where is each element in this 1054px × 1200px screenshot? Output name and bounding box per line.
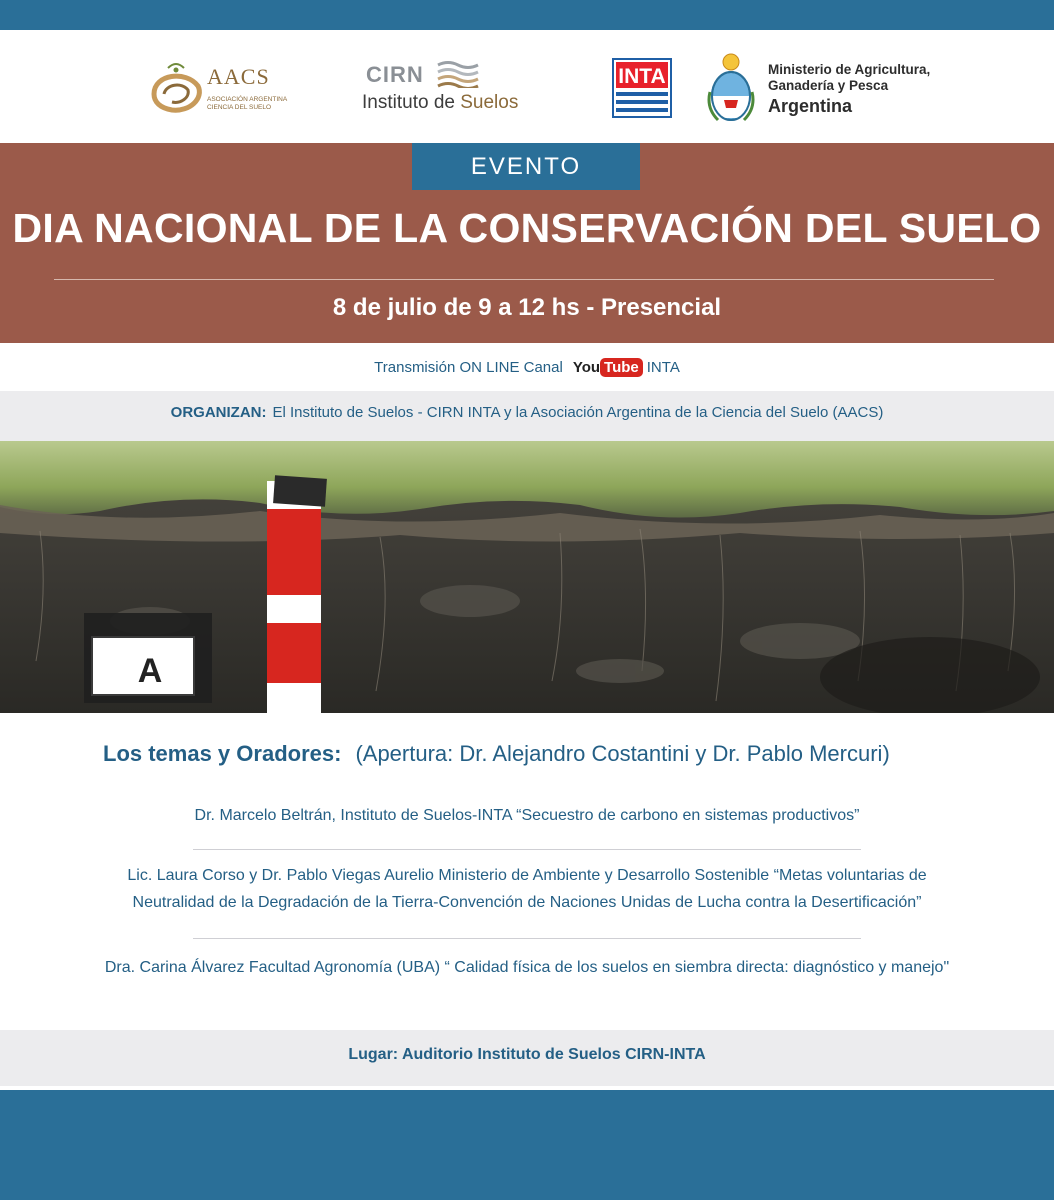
soil-profile-photo xyxy=(0,441,1054,713)
event-badge: EVENTO xyxy=(412,143,640,190)
inta-logo-text: INTA xyxy=(618,65,666,88)
topics-opening: (Apertura: Dr. Alejandro Costantini y Dr. Pablo Mercuri) xyxy=(355,741,890,766)
ministerio-country: Argentina xyxy=(768,96,853,116)
ministerio-name xyxy=(768,62,930,94)
talk-item xyxy=(0,862,1054,916)
ministerio-line1: Ministerio de Agricultura, xyxy=(768,62,931,77)
organizers-text: El Instituto de Suelos - CIRN INTA y la Asociación Argentina de la Ciencia del Suelo (AACS) xyxy=(272,404,884,421)
bottom-color-bar xyxy=(0,1090,1054,1200)
talk-1-text: Dr. Marcelo Beltrán, Instituto de Suelos-INTA “Secuestro de carbono en sistemas productivos” xyxy=(194,807,860,824)
venue-text: Lugar: Auditorio Instituto de Suelos CIRN-INTA xyxy=(348,1046,706,1063)
cirn-name: CIRN xyxy=(366,62,424,87)
cirn-subtitle xyxy=(362,92,518,114)
photo-label-a: A xyxy=(137,652,163,690)
organizers-line xyxy=(0,404,1054,421)
cirn-subtitle-a: Instituto de xyxy=(362,92,461,113)
topics-heading: Los temas y Oradores: xyxy=(103,741,342,766)
event-title: DIA NACIONAL DE LA CONSERVACIÓN DEL SUELO xyxy=(12,205,1042,251)
cirn-waves-icon xyxy=(436,60,480,88)
talk-item xyxy=(0,954,1054,981)
youtube-logo-you: You xyxy=(572,359,601,376)
event-date: 8 de julio de 9 a 12 hs - Presencial xyxy=(332,294,722,321)
talk-2-line2: Neutralidad de la Degradación de la Tierra-Convención de Naciones Unidas de Lucha contra la Desertificación” xyxy=(132,894,922,911)
argentina-shield-icon xyxy=(706,52,756,126)
talk-2-line1: Lic. Laura Corso y Dr. Pablo Viegas Aurelio Ministerio de Ambiente y Desarrollo Sostenible “Metas voluntarias de xyxy=(127,867,927,884)
talk-divider xyxy=(193,938,861,939)
aacs-name: AACS xyxy=(207,64,270,89)
talk-divider xyxy=(193,849,861,850)
ministerio-line2: Ganadería y Pesca xyxy=(768,78,889,93)
talk-3-text: Dra. Carina Álvarez Facultad Agronomía (UBA) “ Calidad física de los suelos en siembra directa: diagnóstico y manejo" xyxy=(104,959,950,976)
transmission-text: Transmisión ON LINE Canal xyxy=(374,359,563,376)
cirn-subtitle-b: Suelos xyxy=(460,92,519,113)
title-divider xyxy=(54,279,994,280)
youtube-logo-tube: Tube xyxy=(600,358,643,377)
transmission-channel: INTA xyxy=(646,359,680,376)
transmission-line xyxy=(0,355,1054,381)
inta-logo-icon xyxy=(612,58,672,118)
aacs-subtitle: ASOCIACIÓN ARGENTINA CIENCIA DEL SUELO xyxy=(207,96,287,111)
topics-heading-line xyxy=(103,741,890,767)
organizers-label: ORGANIZAN: xyxy=(170,404,267,421)
talk-item xyxy=(0,802,1054,829)
top-color-bar xyxy=(0,0,1054,30)
